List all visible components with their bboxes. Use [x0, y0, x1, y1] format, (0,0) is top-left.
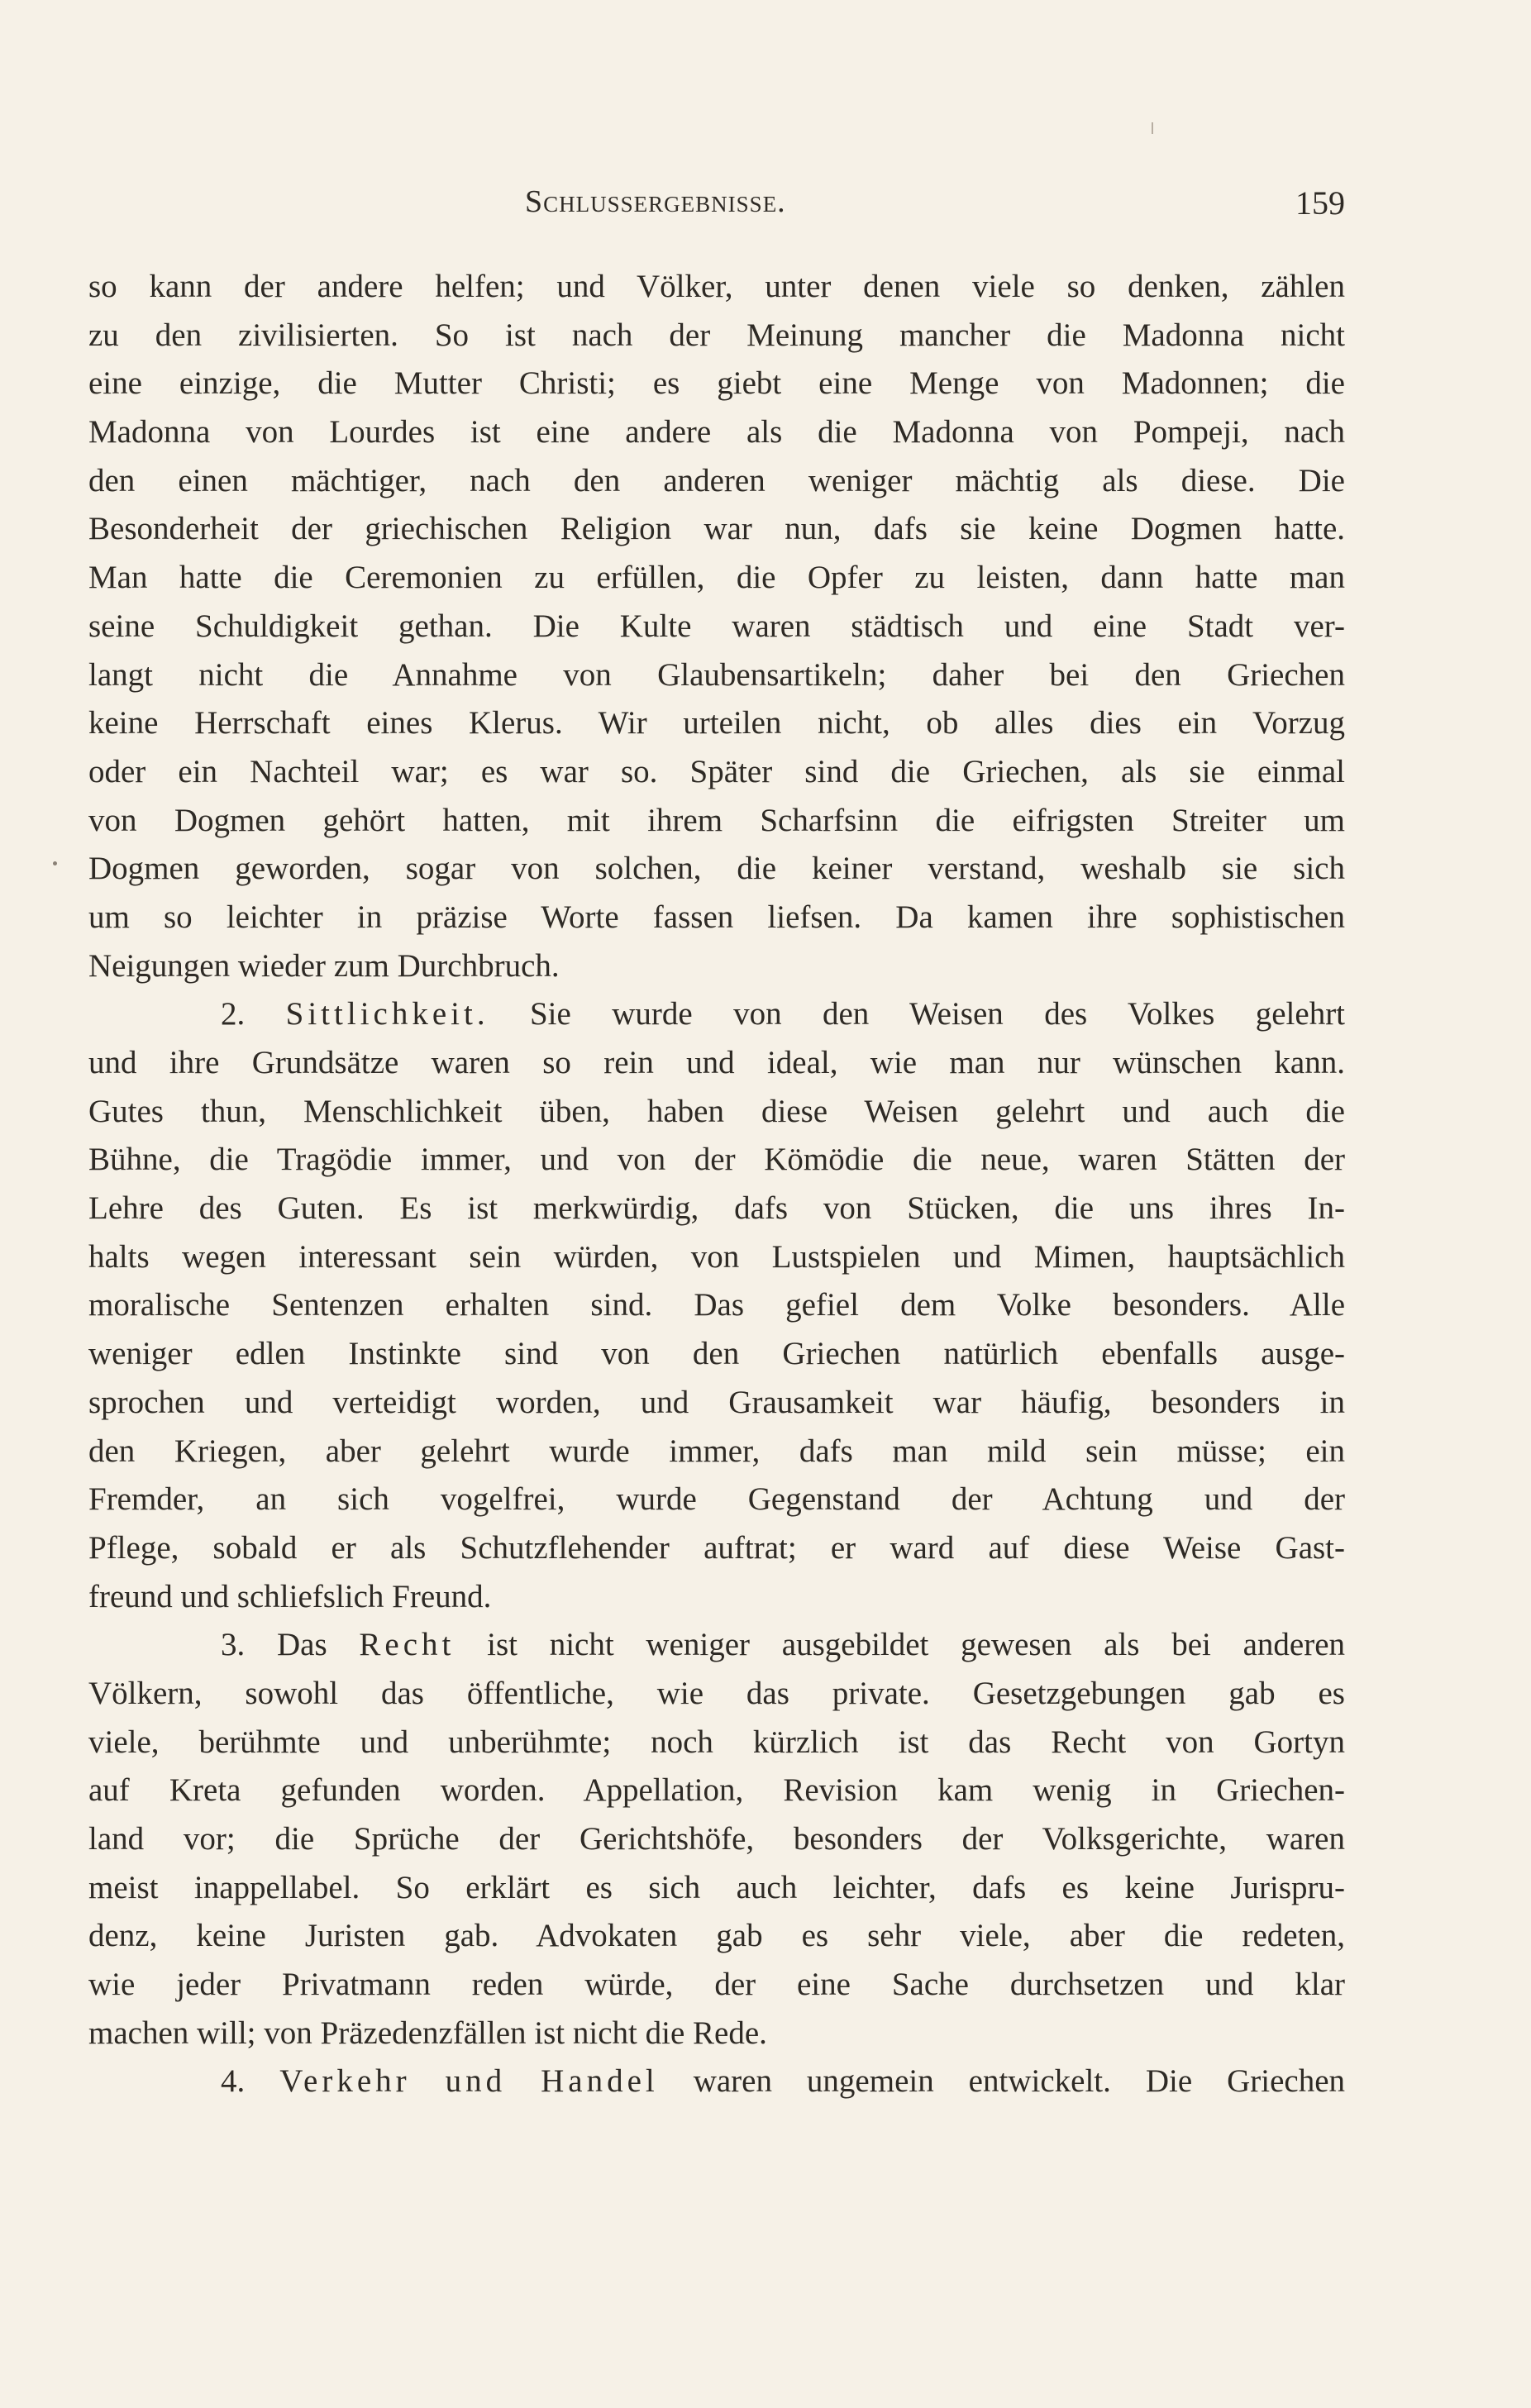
- text-line: Pflege, sobald er als Schutzflehender auftrat; er ward auf diese Weise Gast-: [88, 1529, 1345, 1566]
- text-line: land vor; die Sprüche der Gerichtshöfe, besonders der Volksgerichte, waren: [88, 1821, 1345, 1857]
- text-line: Madonna von Lourdes ist eine andere als die Madonna von Pompeji, nach: [88, 414, 1345, 451]
- margin-dot: [53, 861, 57, 865]
- text-line: und ihre Grundsätze waren so rein und ideal, wie man nur wünschen kann.: [88, 1045, 1345, 1080]
- text-line: so kann der andere helfen; und Völker, unter denen viele so denken, zählen: [88, 269, 1345, 304]
- paragraph-2-first-line: [88, 990, 1345, 1039]
- text-line: Gutes thun, Menschlichkeit üben, haben diese Weisen gelehrt und auch die: [88, 1093, 1345, 1129]
- text-fragment: Das: [277, 1627, 327, 1663]
- text-line: freund und schliefslich Freund.: [88, 1578, 492, 1614]
- section-number: 4.: [221, 2063, 246, 2100]
- section-keyword: und: [445, 2063, 507, 2100]
- text-line: keine Herrschaft eines Klerus. Wir urteilen nicht, ob alles dies ein Vorzug: [88, 705, 1345, 741]
- text-line: Dogmen geworden, sogar von solchen, die keiner verstand, weshalb sie sich: [88, 851, 1345, 887]
- text-line: Völkern, sowohl das öffentliche, wie das private. Gesetzgebungen gab es: [88, 1675, 1345, 1711]
- section-number: 3.: [221, 1627, 246, 1663]
- text-fragment: waren ungemein entwickelt. Die Griechen: [693, 2063, 1345, 2100]
- text-line: Lehre des Guten. Es ist merkwürdig, dafs von Stücken, die uns ihres In-: [88, 1190, 1345, 1227]
- body-text: [88, 263, 1345, 2106]
- section-keyword: Sittlichkeit.: [285, 996, 489, 1032]
- text-line: Besonderheit der griechischen Religion war nun, dafs sie keine Dogmen hatte.: [88, 511, 1345, 547]
- text-line: sprochen und verteidigt worden, und Grausamkeit war häufig, besonders in: [88, 1384, 1345, 1420]
- text-line: viele, berühmte und unberühmte; noch kürzlich ist das Recht von Gortyn: [88, 1724, 1345, 1760]
- text-line: Bühne, die Tragödie immer, und von der Kömödie die neue, waren Stätten der: [88, 1142, 1345, 1178]
- text-line: seine Schuldigkeit gethan. Die Kulte waren städtisch und eine Stadt ver-: [88, 608, 1345, 644]
- text-line: den einen mächtiger, nach den anderen weniger mächtig als diese. Die: [88, 462, 1345, 498]
- section-keyword: Recht: [359, 1627, 455, 1663]
- print-mark: [1152, 122, 1153, 134]
- text-line: machen will; von Präzedenzfällen ist nicht die Rede.: [88, 2015, 767, 2051]
- text-line: denz, keine Juristen gab. Advokaten gab es sehr viele, aber die redeten,: [88, 1918, 1345, 1954]
- text-line: meist inappellabel. So erklärt es sich auch leichter, dafs es keine Jurispru-: [88, 1869, 1345, 1905]
- section-keyword: Verkehr: [279, 2063, 411, 2100]
- text-line: oder ein Nachteil war; es war so. Später sind die Griechen, als sie einmal: [88, 753, 1345, 789]
- text-line: um so leichter in präzise Worte fassen liefsen. Da kamen ihre sophistischen: [88, 899, 1345, 935]
- text-line: langt nicht die Annahme von Glaubensartikeln; daher bei den Griechen: [88, 656, 1345, 693]
- page-header: [88, 184, 1345, 233]
- text-line: halts wegen interessant sein würden, von Lustspielen und Mimen, hauptsächlich: [88, 1238, 1345, 1275]
- text-line: den Kriegen, aber gelehrt wurde immer, dafs man mild sein müsse; ein: [88, 1433, 1345, 1469]
- text-line: Fremder, an sich vogelfrei, wurde Gegenstand der Achtung und der: [88, 1481, 1345, 1518]
- text-line: Man hatte die Ceremonien zu erfüllen, die Opfer zu leisten, dann hatte man: [88, 560, 1345, 596]
- text-line: auf Kreta gefunden worden. Appellation, Revision kam wenig in Griechen-: [88, 1772, 1345, 1809]
- text-line: moralische Sentenzen erhalten sind. Das gefiel dem Volke besonders. Alle: [88, 1287, 1345, 1323]
- paragraph-3-first-line: [88, 1621, 1345, 1670]
- text-line: wie jeder Privatmann reden würde, der eine Sache durchsetzen und klar: [88, 1967, 1345, 2003]
- section-number: 2.: [221, 996, 246, 1032]
- page-number: 159: [1295, 184, 1345, 222]
- running-head: Schlussergebnisse.: [525, 184, 786, 219]
- text-line: zu den zivilisierten. So ist nach der Meinung mancher die Madonna nicht: [88, 317, 1345, 353]
- section-keyword: Handel: [541, 2063, 659, 2100]
- text-line: Neigungen wieder zum Durchbruch.: [88, 947, 560, 984]
- text-line: eine einzige, die Mutter Christi; es giebt eine Menge von Madonnen; die: [88, 365, 1345, 402]
- text-line: von Dogmen gehört hatten, mit ihrem Scharfsinn die eifrigsten Streiter um: [88, 802, 1345, 838]
- text-fragment: Sie wurde von den Weisen des Volkes gelehrt: [529, 996, 1345, 1032]
- text-line: weniger edlen Instinkte sind von den Griechen natürlich ebenfalls ausge-: [88, 1336, 1345, 1372]
- paragraph-4-first-line: [88, 2058, 1345, 2106]
- text-fragment: ist nicht weniger ausgebildet gewesen als bei anderen: [487, 1627, 1345, 1663]
